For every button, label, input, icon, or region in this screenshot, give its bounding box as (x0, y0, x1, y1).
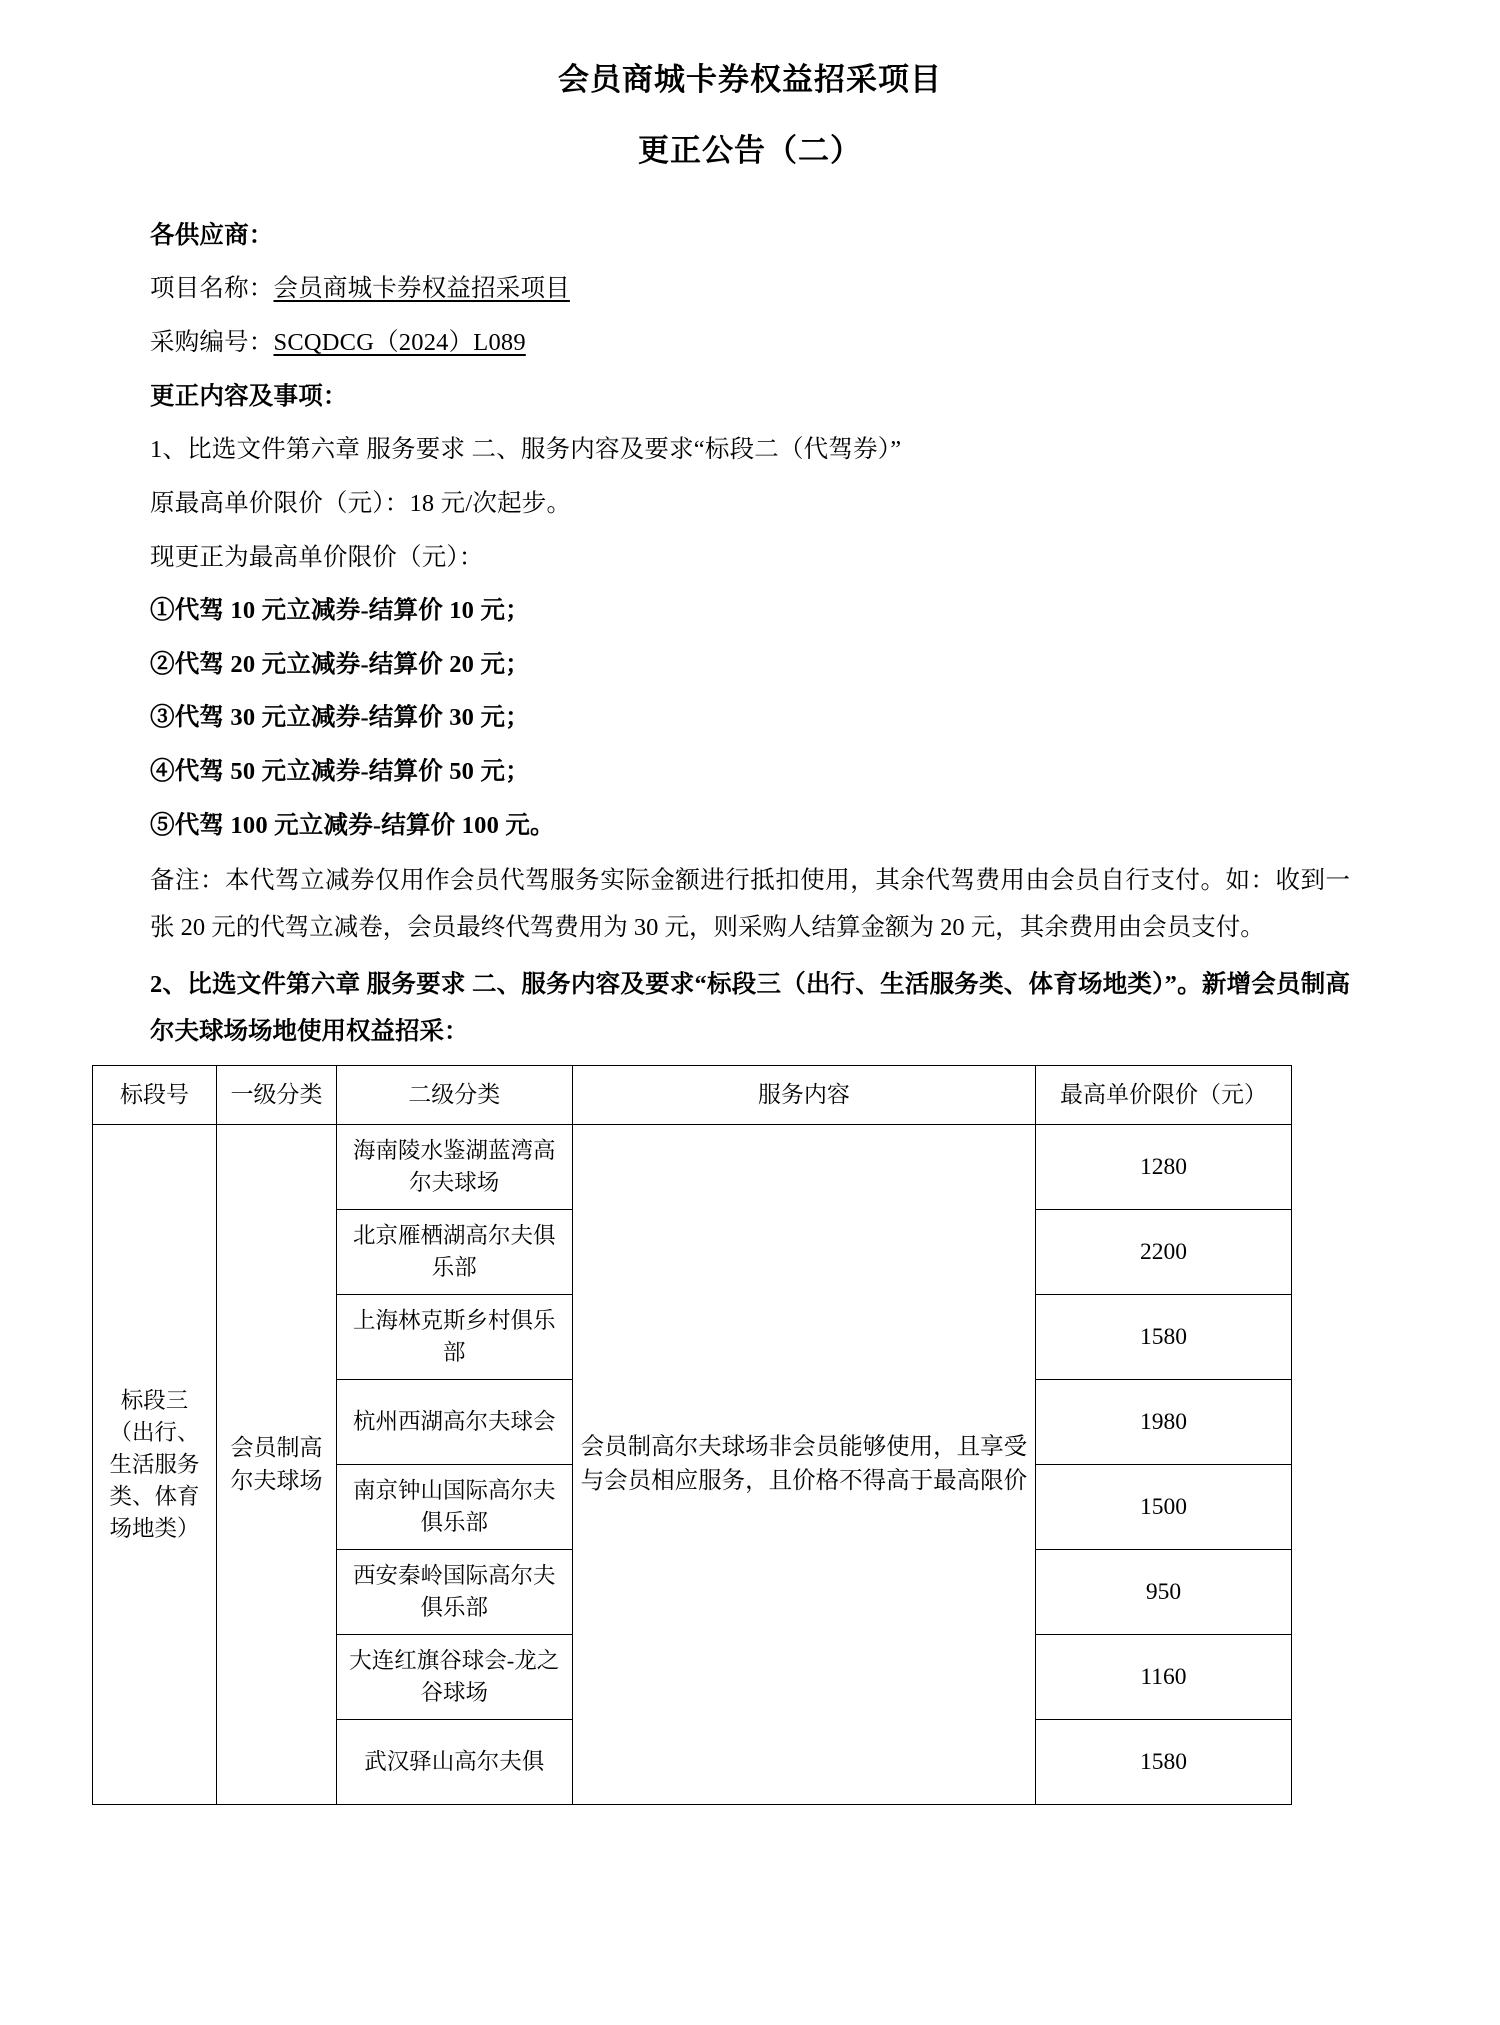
column-header-lot: 标段号 (93, 1066, 217, 1125)
max-price-cell: 1500 (1036, 1465, 1292, 1550)
service-content-cell: 会员制高尔夫球场非会员能够使用，且享受与会员相应服务，且价格不得高于最高限价 (572, 1125, 1035, 1805)
project-name-value: 会员商城卡券权益招采项目 (273, 275, 570, 303)
coupon-item-4: ④代驾 50 元立减券-结算价 50 元； (150, 757, 530, 785)
salutation: 各供应商： (150, 221, 274, 249)
item2-heading: 2、比选文件第六章 服务要求 二、服务内容及要求“标段三（出行、生活服务类、体育场地类）”。新增会员制高尔夫球场场地使用权益招采： (150, 971, 1350, 1046)
coupon-item-5: ⑤代驾 100 元立减券-结算价 100 元。 (150, 811, 555, 839)
column-header-max-price: 最高单价限价（元） (1036, 1066, 1292, 1125)
max-price-cell: 1980 (1036, 1380, 1292, 1465)
venue-name-cell: 杭州西湖高尔夫球会 (336, 1380, 572, 1465)
lot-number-cell: 标段三（出行、生活服务类、体育场地类） (93, 1125, 217, 1805)
max-price-cell: 2200 (1036, 1210, 1292, 1295)
project-name-label: 项目名称： (150, 275, 274, 303)
column-header-category2: 二级分类 (336, 1066, 572, 1125)
category1-cell: 会员制高尔夫球场 (217, 1125, 337, 1805)
column-header-service: 服务内容 (572, 1066, 1035, 1125)
venue-name-cell: 上海林克斯乡村俱乐部 (336, 1295, 572, 1380)
item1-revised-intro: 现更正为最高单价限价（元）： (150, 543, 484, 571)
document-body (109, 214, 1350, 1805)
table-row (93, 1125, 1292, 1210)
table-header-row (93, 1066, 1292, 1125)
coupon-item-3: ③代驾 30 元立减券-结算价 30 元； (150, 704, 530, 732)
venue-name-cell: 北京雁栖湖高尔夫俱乐部 (336, 1210, 572, 1295)
venue-name-cell: 武汉驿山高尔夫俱 (336, 1720, 572, 1805)
coupon-item-2: ②代驾 20 元立减券-结算价 20 元； (150, 650, 530, 678)
max-price-cell: 1160 (1036, 1635, 1292, 1720)
purchase-number-label: 采购编号： (150, 329, 274, 357)
max-price-cell: 1580 (1036, 1720, 1292, 1805)
item1-note: 备注：本代驾立减券仅用作会员代驾服务实际金额进行抵扣使用，其余代驾费用由会员自行支付。如：收到一张 20 元的代驾立减卷，会员最终代驾费用为 30 元，则采购人结算金额为 20 元，其余费用由会员支付。 (150, 867, 1350, 942)
purchase-number-value: SCQDCG（2024）L089 (273, 329, 526, 357)
column-header-category1: 一级分类 (217, 1066, 337, 1125)
project-name-row (150, 267, 1350, 311)
item1-heading: 1、比选文件第六章 服务要求 二、服务内容及要求“标段二（代驾券）” (150, 436, 902, 464)
purchase-number-row (150, 321, 1350, 365)
venue-name-cell: 大连红旗谷球会-龙之谷球场 (336, 1635, 572, 1720)
item1-original-price: 原最高单价限价（元）：18 元/次起步。 (150, 489, 572, 517)
page-subtitle: 更正公告（二） (638, 132, 862, 168)
golf-venue-price-table (92, 1065, 1292, 1805)
correction-heading: 更正内容及事项： (150, 382, 348, 410)
max-price-cell: 950 (1036, 1550, 1292, 1635)
max-price-cell: 1280 (1036, 1125, 1292, 1210)
page-title: 会员商城卡券权益招采项目 (558, 62, 942, 97)
venue-name-cell: 西安秦岭国际高尔夫俱乐部 (336, 1550, 572, 1635)
max-price-cell: 1580 (1036, 1295, 1292, 1380)
venue-name-cell: 南京钟山国际高尔夫俱乐部 (336, 1465, 572, 1550)
venue-name-cell: 海南陵水鉴湖蓝湾高尔夫球场 (336, 1125, 572, 1210)
coupon-item-1: ①代驾 10 元立减券-结算价 10 元； (150, 597, 530, 625)
